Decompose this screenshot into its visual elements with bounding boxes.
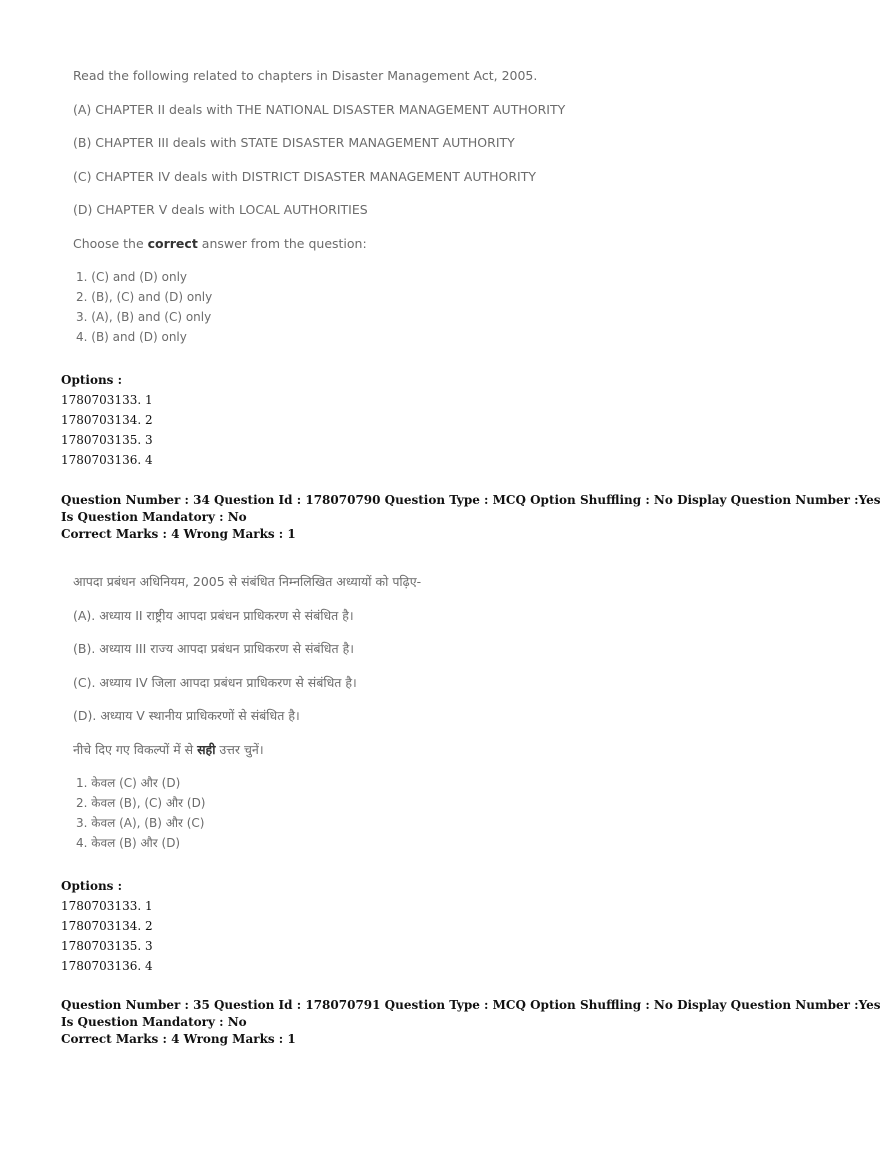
statement-a: (A). अध्याय II राष्ट्रीय आपदा प्रबंधन प्राधिकरण से संबंधित है।: [73, 607, 354, 623]
option-item: 1780703135. 3: [61, 433, 153, 447]
options-block: [61, 876, 153, 976]
question-intro: Read the following related to chapters in Disaster Management Act, 2005.: [73, 68, 538, 83]
question-image-english: [73, 66, 773, 347]
choice-item: 3. केवल (A), (B) और (C): [76, 816, 205, 830]
meta-line-3: Correct Marks : 4 Wrong Marks : 1: [61, 1032, 296, 1046]
option-item: 1780703134. 2: [61, 413, 153, 427]
choice-item: 2. केवल (B), (C) और (D): [76, 796, 206, 810]
meta-line-3: Correct Marks : 4 Wrong Marks : 1: [61, 527, 296, 541]
choose-pre: Choose the: [73, 235, 148, 251]
choice-item: 1. (C) and (D) only: [76, 270, 188, 284]
question-meta: [61, 492, 881, 543]
choose-instruction: [73, 740, 773, 774]
choice-item: 4. केवल (B) और (D): [76, 836, 181, 850]
options-block: [61, 370, 153, 470]
choose-post: answer from the question:: [197, 235, 367, 251]
statement-c: (C). अध्याय IV जिला आपदा प्रबंधन प्राधिकरण से संबंधित है।: [73, 674, 357, 690]
statement-b: (B) CHAPTER III deals with STATE DISASTER MANAGEMENT AUTHORITY: [73, 135, 515, 150]
question-meta: [61, 997, 881, 1048]
option-item: 1780703136. 4: [61, 959, 153, 973]
choose-bold: correct: [147, 235, 198, 251]
statement-d: (D) CHAPTER V deals with LOCAL AUTHORITIES: [73, 202, 368, 217]
question-intro: आपदा प्रबंधन अधिनियम, 2005 से संबंधित निम्नलिखित अध्यायों को पढ़िए-: [73, 574, 422, 589]
meta-line-2: Is Question Mandatory : No: [61, 510, 247, 524]
question-image-hindi: [73, 572, 773, 853]
meta-line-1-right: Yes: [858, 998, 881, 1012]
meta-line-2: Is Question Mandatory : No: [61, 1015, 247, 1029]
statement-a: (A) CHAPTER II deals with THE NATIONAL DISASTER MANAGEMENT AUTHORITY: [73, 101, 566, 117]
choice-list: [73, 773, 773, 853]
meta-line-1-left: Question Number : 34 Question Id : 178070790 Question Type : MCQ Option Shuffling : No Display Question Number :: [61, 493, 859, 507]
choice-item: 1. केवल (C) और (D): [76, 776, 181, 790]
meta-line-1-left: Question Number : 35 Question Id : 178070791 Question Type : MCQ Option Shuffling : No Display Question Number :: [61, 998, 859, 1012]
meta-line-1: [61, 492, 881, 509]
choice-item: 3. (A), (B) and (C) only: [76, 310, 212, 324]
meta-line-1-right: Yes: [858, 493, 881, 507]
options-header: Options :: [61, 373, 123, 387]
choose-post: उत्तर चुनें।: [215, 741, 264, 757]
statement-d: (D). अध्याय V स्थानीय प्राधिकरणों से संबंधित है।: [73, 708, 300, 723]
choice-item: 2. (B), (C) and (D) only: [76, 290, 213, 304]
choice-item: 4. (B) and (D) only: [76, 330, 187, 344]
statement-c: (C) CHAPTER IV deals with DISTRICT DISASTER MANAGEMENT AUTHORITY: [73, 168, 537, 184]
meta-line-1: [61, 997, 881, 1014]
option-item: 1780703133. 1: [61, 393, 153, 407]
choose-pre: नीचे दिए गए विकल्पों में से: [73, 741, 198, 757]
options-header: Options :: [61, 879, 123, 893]
choose-bold: सही: [197, 741, 216, 757]
statement-b: (B). अध्याय III राज्य आपदा प्रबंधन प्राधिकरण से संबंधित है।: [73, 641, 354, 656]
choose-instruction: [73, 234, 773, 268]
option-item: 1780703136. 4: [61, 453, 153, 467]
choice-list: [73, 267, 773, 347]
option-item: 1780703134. 2: [61, 919, 153, 933]
option-item: 1780703135. 3: [61, 939, 153, 953]
option-item: 1780703133. 1: [61, 899, 153, 913]
